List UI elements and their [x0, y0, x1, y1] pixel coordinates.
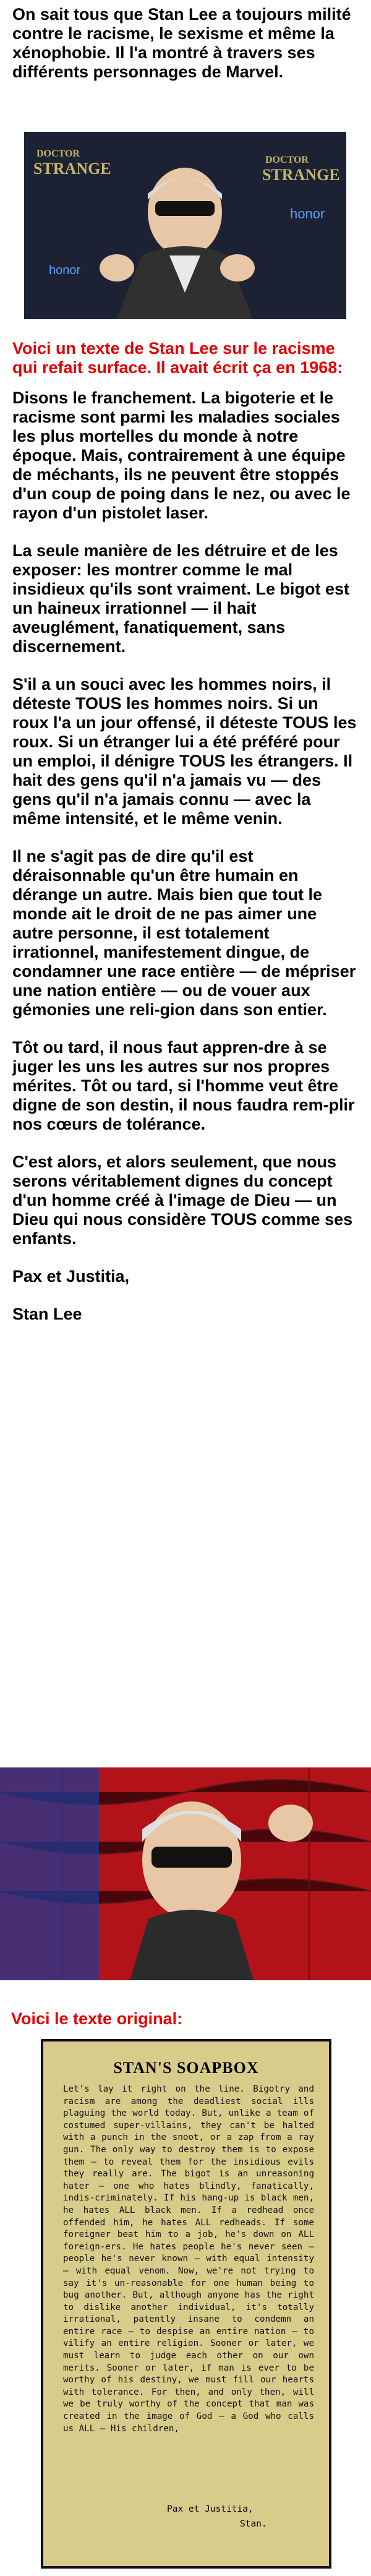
- paragraph: Il ne s'agit pas de dire qu'il est déraisonnable qu'un être humain en dérange un autre. Mais bien que tout le monde ait le droit de ne pas aimer une autre personne, il est totalement irrationnel, manifestement dingue, de condamner une race entière — de mépriser une nation entière — ou de vouer aux gémonies une reli-gion dans son entier.: [12, 847, 356, 1019]
- paragraph: C'est alors, et alors seulement, que nous serons véritablement dignes du concept d'un homme créé à l'image de Dieu — un Dieu qui nous considère TOUS comme ses enfants.: [12, 1153, 353, 1248]
- sponsor-logo: honor: [290, 206, 325, 221]
- paragraph: La seule manière de les détruire et de les exposer: les montrer comme le mal insidieux qu'ils sont vraiment. Le bigot est un haineux irrationnel — il hait aveuglément, fanatiquement, sans discernement.: [12, 541, 350, 656]
- signature: Stan Lee: [12, 1305, 82, 1323]
- original-clipping: [41, 2039, 331, 2569]
- stan-lee-spiderman-photo: [0, 1767, 371, 1980]
- paragraph: Disons le franchement. La bigoterie et le racisme sont parmi les maladies sociales les plus mortelles du monde à notre époque. Mais, contrairement à une équipe de méchants, ils ne peuvent être stoppés d'un coup de poing dans le nez, ou avec le rayon d'un pistolet laser.: [12, 389, 351, 522]
- backdrop-doctor: DOCTOR: [36, 148, 80, 159]
- paragraph: S'il a un souci avec les hommes noirs, il déteste TOUS les hommes noirs. Si un roux l'a un jour offensé, il déteste TOUS les roux. Si un étranger lui a été préféré pour un emploi, il dénigre TOUS les étrangers. Il hait des gens qu'il n'a jamais vu — des gens qu'il n'a jamais connu — avec la même intensité, et le même venin.: [12, 675, 357, 828]
- original-text-label: Voici le texte original:: [11, 2009, 183, 2028]
- backdrop-strange: STRANGE: [33, 160, 111, 178]
- clipping-closing: Pax et Justitia,: [167, 2504, 254, 2514]
- paragraph: Pax et Justitia,: [12, 1267, 130, 1286]
- svg-text:DOCTOR: DOCTOR: [265, 155, 309, 165]
- french-translation: [12, 389, 359, 1342]
- svg-text:honor: honor: [49, 264, 81, 277]
- clipping-text: Let's lay it right on the line. Bigotry and racism are among the deadliest social ills plaguing the world today. But, unlike a team of costumed super-villains, they can't be halted with a punch in the snoot, or a zap from a ray gun. The only way to destroy them is to expose them — to reveal them for the insidious evils they really are. The bigot is an unreasoning hater — one who hates blindly, fanatically, indis-criminately. If his hang-up is black men, he hates ALL black men. If a redhead once offended him, he hates ALL redheads. If some foreigner beat him to a job, he's down on ALL foreign-ers. He hates people he's never seen — people he's never known — with equal intensity — with equal venom. Now, we're not trying to say it's un-reasonable for one human being to bug another. But, although anyone has the right to dislike another individual, it's totally irrational, patently insane to condemn an entire race — to despise an entire nation — to vilify an entire religion. Sooner or later, we must learn to judge each other on our own merits. Sooner or later, if man is ever to be worthy of his destiny, we must fill our hearts with tolerance. For then, and only then, will we be truly worthy of the concept that man was created in the image of God — a God who calls us ALL — His children,: [63, 2084, 314, 2434]
- red-heading: Voici un texte de Stan Lee sur le racisme qui refait surface. Il avait écrit ça en 1968:: [12, 339, 343, 377]
- paragraph: Tôt ou tard, il nous faut appren-dre à se juger les uns les autres sur nos propres mérites. Tôt ou tard, si l'homme veut être digne de son destin, il nous faudra rem-plir nos cœurs de tolérance.: [12, 1038, 355, 1133]
- clipping-title: STAN'S SOAPBOX: [113, 2059, 259, 2077]
- svg-text:STRANGE: STRANGE: [262, 166, 340, 184]
- clipping-signature: Stan.: [240, 2519, 267, 2529]
- intro-text: On sait tous que Stan Lee a toujours milité contre le racisme, le sexisme et même la xénophobie. Il l'a montré à travers ses différents personnages de Marvel.: [12, 5, 351, 81]
- stan-lee-premiere-photo: [24, 132, 346, 319]
